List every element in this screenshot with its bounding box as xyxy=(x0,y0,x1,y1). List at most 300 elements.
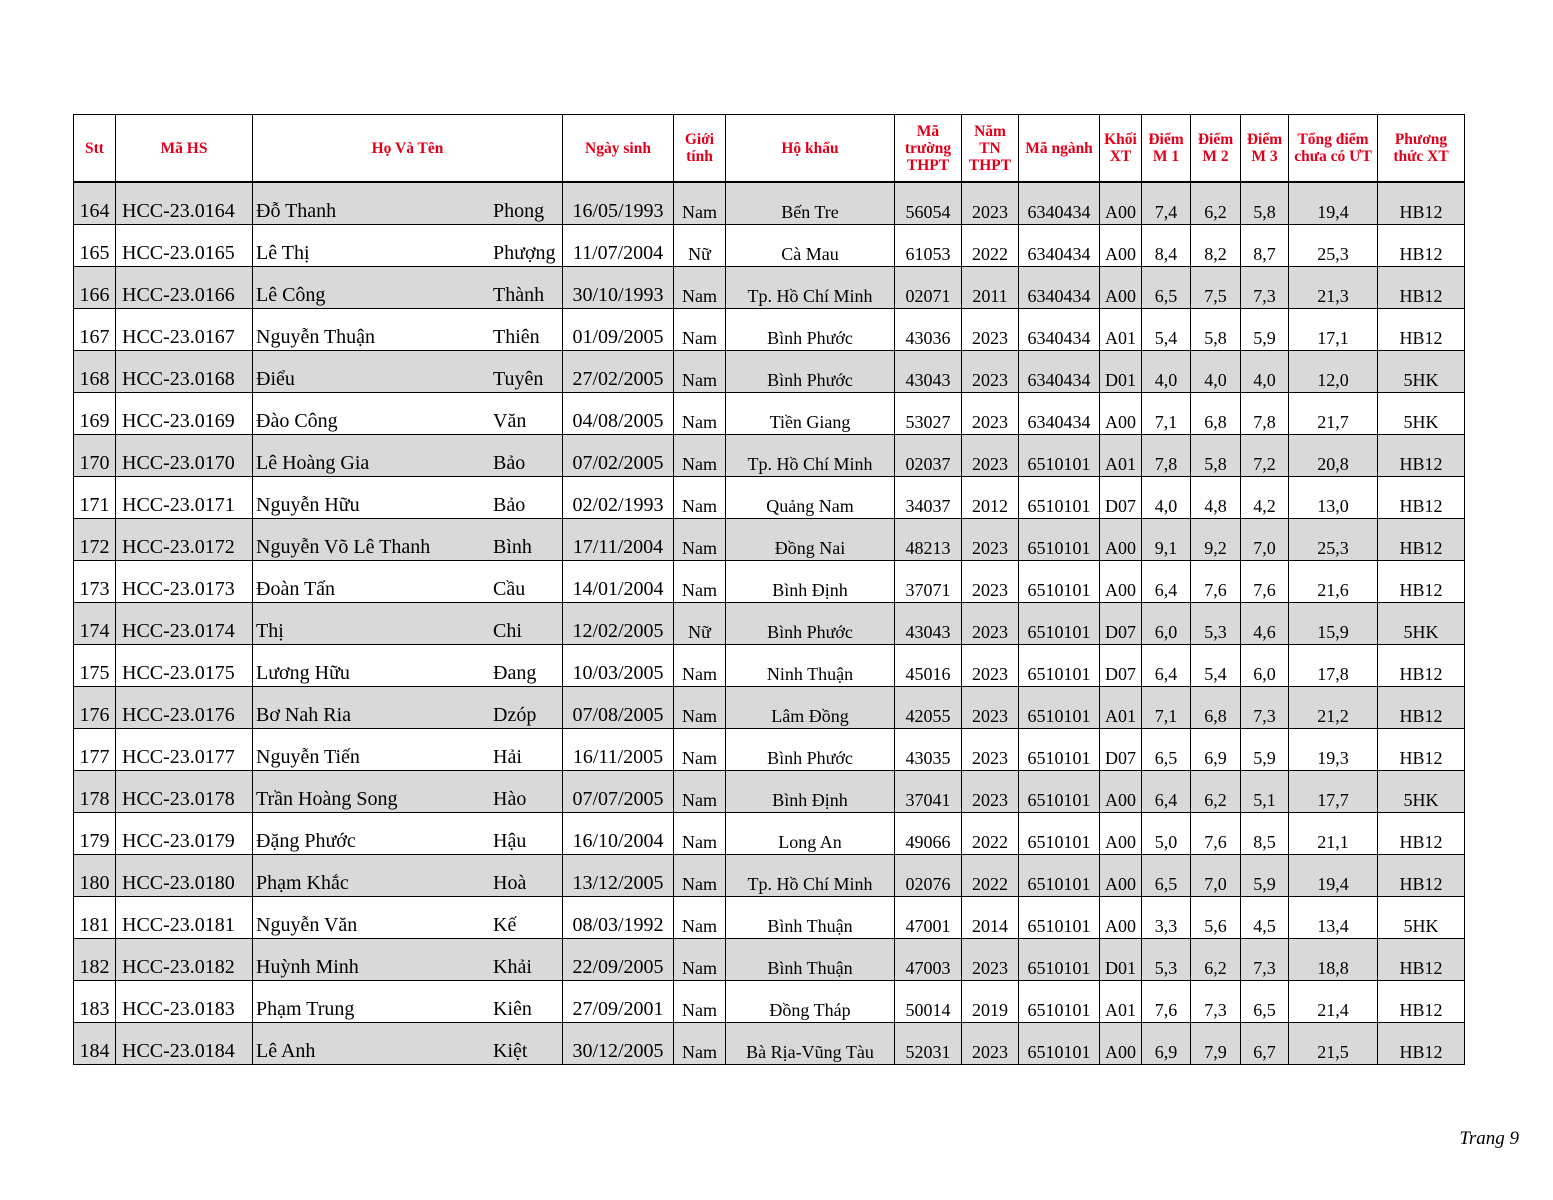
cell-m1: 6,5 xyxy=(1142,729,1191,771)
cell-ma: HCC-23.0179 xyxy=(116,813,253,855)
cell-gt: Nam xyxy=(674,561,726,603)
table-row xyxy=(74,435,1465,477)
cell-mt: 47001 xyxy=(895,897,962,939)
cell-m3: 7,6 xyxy=(1241,561,1289,603)
cell-ma: HCC-23.0166 xyxy=(116,267,253,309)
cell-pt: 5HK xyxy=(1378,897,1465,939)
cell-m2: 6,2 xyxy=(1191,182,1241,225)
cell-hk: Đồng Nai xyxy=(726,519,895,561)
table-row xyxy=(74,981,1465,1023)
cell-ho-ten xyxy=(253,225,563,267)
column-header: Năm TN THPT xyxy=(962,115,1019,183)
cell-tong: 25,3 xyxy=(1289,225,1378,267)
cell-mt: 53027 xyxy=(895,393,962,435)
cell-hk: Bình Thuận xyxy=(726,939,895,981)
cell-m2: 6,8 xyxy=(1191,393,1241,435)
cell-nganh: 6340434 xyxy=(1019,351,1100,393)
table-row xyxy=(74,855,1465,897)
cell-khoi: A00 xyxy=(1100,813,1142,855)
cell-stt: 182 xyxy=(74,939,116,981)
cell-nam: 2023 xyxy=(962,393,1019,435)
cell-nganh: 6510101 xyxy=(1019,435,1100,477)
cell-pt: HB12 xyxy=(1378,309,1465,351)
cell-stt: 175 xyxy=(74,645,116,687)
cell-m1: 8,4 xyxy=(1142,225,1191,267)
cell-tong: 18,8 xyxy=(1289,939,1378,981)
cell-mt: 49066 xyxy=(895,813,962,855)
cell-ho: Đỗ Thanh xyxy=(256,200,337,222)
table-row xyxy=(74,687,1465,729)
cell-ho-ten xyxy=(253,519,563,561)
cell-nganh: 6340434 xyxy=(1019,393,1100,435)
cell-ns: 11/07/2004 xyxy=(563,225,674,267)
cell-ten: Chi xyxy=(493,620,522,642)
cell-mt: 43035 xyxy=(895,729,962,771)
cell-pt: HB12 xyxy=(1378,182,1465,225)
cell-nganh: 6340434 xyxy=(1019,182,1100,225)
cell-ho-ten xyxy=(253,897,563,939)
cell-ten: Hậu xyxy=(493,830,527,852)
cell-ten: Kiên xyxy=(493,998,532,1020)
cell-ho: Huỳnh Minh xyxy=(256,956,359,978)
cell-gt: Nam xyxy=(674,939,726,981)
cell-mt: 56054 xyxy=(895,182,962,225)
cell-mt: 47003 xyxy=(895,939,962,981)
column-header: Họ Và Tên xyxy=(253,115,563,183)
cell-nam: 2022 xyxy=(962,813,1019,855)
cell-hk: Cà Mau xyxy=(726,225,895,267)
cell-nganh: 6510101 xyxy=(1019,1023,1100,1065)
cell-m1: 7,4 xyxy=(1142,182,1191,225)
cell-ma: HCC-23.0174 xyxy=(116,603,253,645)
cell-m3: 7,0 xyxy=(1241,519,1289,561)
cell-m1: 6,4 xyxy=(1142,771,1191,813)
cell-ma: HCC-23.0177 xyxy=(116,729,253,771)
cell-pt: HB12 xyxy=(1378,687,1465,729)
table-row xyxy=(74,309,1465,351)
cell-ten: Kế xyxy=(493,914,517,936)
cell-stt: 174 xyxy=(74,603,116,645)
cell-ten: Đang xyxy=(493,662,537,684)
cell-tong: 21,4 xyxy=(1289,981,1378,1023)
cell-khoi: D01 xyxy=(1100,351,1142,393)
table-row xyxy=(74,561,1465,603)
cell-khoi: A00 xyxy=(1100,393,1142,435)
cell-m1: 6,4 xyxy=(1142,645,1191,687)
column-header: Giới tính xyxy=(674,115,726,183)
cell-nganh: 6510101 xyxy=(1019,477,1100,519)
cell-gt: Nam xyxy=(674,645,726,687)
cell-ns: 07/02/2005 xyxy=(563,435,674,477)
cell-khoi: D07 xyxy=(1100,477,1142,519)
cell-ns: 27/09/2001 xyxy=(563,981,674,1023)
cell-ho: Đào Công xyxy=(256,410,338,432)
cell-khoi: D01 xyxy=(1100,939,1142,981)
cell-m2: 5,4 xyxy=(1191,645,1241,687)
cell-tong: 21,3 xyxy=(1289,267,1378,309)
cell-ho-ten xyxy=(253,813,563,855)
cell-ns: 17/11/2004 xyxy=(563,519,674,561)
cell-nam: 2023 xyxy=(962,603,1019,645)
column-header: Phương thức XT xyxy=(1378,115,1465,183)
cell-gt: Nam xyxy=(674,351,726,393)
cell-ten: Bảo xyxy=(493,452,526,474)
cell-ma: HCC-23.0171 xyxy=(116,477,253,519)
cell-gt: Nam xyxy=(674,309,726,351)
cell-tong: 13,0 xyxy=(1289,477,1378,519)
cell-m3: 7,2 xyxy=(1241,435,1289,477)
cell-m3: 5,9 xyxy=(1241,729,1289,771)
cell-ten: Hào xyxy=(493,788,527,810)
cell-tong: 19,3 xyxy=(1289,729,1378,771)
cell-gt: Nam xyxy=(674,813,726,855)
cell-hk: Tiền Giang xyxy=(726,393,895,435)
cell-ho-ten xyxy=(253,981,563,1023)
cell-ma: HCC-23.0169 xyxy=(116,393,253,435)
cell-m2: 8,2 xyxy=(1191,225,1241,267)
cell-gt: Nam xyxy=(674,477,726,519)
cell-m2: 7,3 xyxy=(1191,981,1241,1023)
cell-stt: 184 xyxy=(74,1023,116,1065)
cell-ten: Thành xyxy=(493,284,545,306)
cell-ho: Lê Anh xyxy=(256,1040,316,1062)
cell-nam: 2022 xyxy=(962,225,1019,267)
cell-ho: Điểu xyxy=(256,368,295,390)
cell-ma: HCC-23.0173 xyxy=(116,561,253,603)
cell-mt: 52031 xyxy=(895,1023,962,1065)
table-row xyxy=(74,939,1465,981)
cell-stt: 173 xyxy=(74,561,116,603)
cell-stt: 168 xyxy=(74,351,116,393)
cell-pt: HB12 xyxy=(1378,939,1465,981)
cell-khoi: A01 xyxy=(1100,435,1142,477)
cell-gt: Nam xyxy=(674,267,726,309)
cell-m1: 6,4 xyxy=(1142,561,1191,603)
cell-m1: 4,0 xyxy=(1142,351,1191,393)
cell-m3: 7,3 xyxy=(1241,687,1289,729)
cell-khoi: D07 xyxy=(1100,645,1142,687)
cell-nganh: 6510101 xyxy=(1019,519,1100,561)
cell-mt: 02037 xyxy=(895,435,962,477)
cell-khoi: A00 xyxy=(1100,561,1142,603)
cell-pt: 5HK xyxy=(1378,351,1465,393)
cell-m2: 7,5 xyxy=(1191,267,1241,309)
cell-gt: Nam xyxy=(674,393,726,435)
cell-nam: 2023 xyxy=(962,561,1019,603)
cell-ns: 14/01/2004 xyxy=(563,561,674,603)
cell-pt: 5HK xyxy=(1378,393,1465,435)
column-header: Điểm M 2 xyxy=(1191,115,1241,183)
cell-ma: HCC-23.0167 xyxy=(116,309,253,351)
cell-m1: 6,0 xyxy=(1142,603,1191,645)
cell-ho-ten xyxy=(253,771,563,813)
cell-ma: HCC-23.0172 xyxy=(116,519,253,561)
cell-m2: 5,6 xyxy=(1191,897,1241,939)
cell-ma: HCC-23.0184 xyxy=(116,1023,253,1065)
cell-hk: Bình Phước xyxy=(726,309,895,351)
cell-khoi: A00 xyxy=(1100,519,1142,561)
cell-nganh: 6510101 xyxy=(1019,939,1100,981)
cell-tong: 12,0 xyxy=(1289,351,1378,393)
table-header xyxy=(74,115,1465,183)
cell-stt: 170 xyxy=(74,435,116,477)
cell-ho-ten xyxy=(253,687,563,729)
cell-ho-ten xyxy=(253,561,563,603)
cell-pt: 5HK xyxy=(1378,603,1465,645)
table-row xyxy=(74,393,1465,435)
cell-tong: 13,4 xyxy=(1289,897,1378,939)
cell-pt: HB12 xyxy=(1378,225,1465,267)
cell-ho-ten xyxy=(253,182,563,225)
column-header: Ngày sinh xyxy=(563,115,674,183)
cell-pt: HB12 xyxy=(1378,477,1465,519)
cell-ns: 13/12/2005 xyxy=(563,855,674,897)
cell-gt: Nam xyxy=(674,897,726,939)
cell-m3: 5,1 xyxy=(1241,771,1289,813)
cell-m3: 6,7 xyxy=(1241,1023,1289,1065)
cell-ns: 16/11/2005 xyxy=(563,729,674,771)
cell-hk: Tp. Hồ Chí Minh xyxy=(726,855,895,897)
cell-pt: HB12 xyxy=(1378,855,1465,897)
cell-tong: 17,8 xyxy=(1289,645,1378,687)
cell-m2: 6,2 xyxy=(1191,771,1241,813)
column-header: Mã ngành xyxy=(1019,115,1100,183)
cell-hk: Tp. Hồ Chí Minh xyxy=(726,267,895,309)
cell-stt: 166 xyxy=(74,267,116,309)
cell-ten: Thiên xyxy=(493,326,540,348)
header-row xyxy=(74,115,1465,183)
cell-ns: 22/09/2005 xyxy=(563,939,674,981)
cell-ho-ten xyxy=(253,603,563,645)
cell-m1: 6,5 xyxy=(1142,267,1191,309)
cell-stt: 181 xyxy=(74,897,116,939)
cell-ho: Nguyễn Võ Lê Thanh xyxy=(256,536,431,558)
cell-nam: 2022 xyxy=(962,855,1019,897)
table-row xyxy=(74,729,1465,771)
cell-m3: 4,0 xyxy=(1241,351,1289,393)
cell-m1: 7,1 xyxy=(1142,393,1191,435)
cell-nganh: 6510101 xyxy=(1019,645,1100,687)
cell-tong: 17,7 xyxy=(1289,771,1378,813)
cell-nganh: 6510101 xyxy=(1019,771,1100,813)
cell-mt: 02071 xyxy=(895,267,962,309)
cell-ho: Đặng Phước xyxy=(256,830,356,852)
cell-stt: 176 xyxy=(74,687,116,729)
cell-khoi: A00 xyxy=(1100,897,1142,939)
cell-m3: 7,3 xyxy=(1241,267,1289,309)
cell-mt: 42055 xyxy=(895,687,962,729)
cell-ten: Bảo xyxy=(493,494,526,516)
cell-stt: 169 xyxy=(74,393,116,435)
cell-mt: 43043 xyxy=(895,603,962,645)
cell-pt: HB12 xyxy=(1378,519,1465,561)
cell-mt: 37041 xyxy=(895,771,962,813)
table-row xyxy=(74,603,1465,645)
cell-pt: HB12 xyxy=(1378,267,1465,309)
cell-m2: 6,9 xyxy=(1191,729,1241,771)
cell-ten: Khải xyxy=(493,956,532,978)
cell-nam: 2011 xyxy=(962,267,1019,309)
cell-khoi: A00 xyxy=(1100,771,1142,813)
cell-nam: 2023 xyxy=(962,645,1019,687)
cell-pt: HB12 xyxy=(1378,1023,1465,1065)
cell-m2: 5,8 xyxy=(1191,309,1241,351)
cell-m3: 8,5 xyxy=(1241,813,1289,855)
cell-gt: Nam xyxy=(674,771,726,813)
cell-ten: Kiệt xyxy=(493,1040,528,1062)
cell-m3: 6,0 xyxy=(1241,645,1289,687)
cell-gt: Nam xyxy=(674,729,726,771)
cell-ho-ten xyxy=(253,1023,563,1065)
cell-nganh: 6510101 xyxy=(1019,729,1100,771)
cell-mt: 50014 xyxy=(895,981,962,1023)
cell-ho-ten xyxy=(253,309,563,351)
table-body xyxy=(74,182,1465,1065)
cell-ten: Hải xyxy=(493,746,522,768)
cell-ho-ten xyxy=(253,435,563,477)
cell-stt: 183 xyxy=(74,981,116,1023)
cell-ns: 30/12/2005 xyxy=(563,1023,674,1065)
cell-ho: Trần Hoàng Song xyxy=(256,788,398,810)
cell-m2: 5,8 xyxy=(1191,435,1241,477)
cell-gt: Nữ xyxy=(674,603,726,645)
cell-m1: 3,3 xyxy=(1142,897,1191,939)
cell-m2: 4,8 xyxy=(1191,477,1241,519)
cell-stt: 167 xyxy=(74,309,116,351)
cell-mt: 61053 xyxy=(895,225,962,267)
cell-ma: HCC-23.0182 xyxy=(116,939,253,981)
cell-ho: Nguyễn Thuận xyxy=(256,326,376,348)
cell-m1: 5,0 xyxy=(1142,813,1191,855)
cell-ho-ten xyxy=(253,645,563,687)
cell-ho-ten xyxy=(253,351,563,393)
cell-nam: 2023 xyxy=(962,435,1019,477)
column-header: Điểm M 3 xyxy=(1241,115,1289,183)
cell-ns: 27/02/2005 xyxy=(563,351,674,393)
cell-stt: 177 xyxy=(74,729,116,771)
cell-stt: 179 xyxy=(74,813,116,855)
column-header: Hộ khẩu xyxy=(726,115,895,183)
cell-m2: 6,8 xyxy=(1191,687,1241,729)
cell-m2: 9,2 xyxy=(1191,519,1241,561)
cell-m3: 4,5 xyxy=(1241,897,1289,939)
cell-hk: Bình Phước xyxy=(726,603,895,645)
cell-nganh: 6510101 xyxy=(1019,855,1100,897)
cell-stt: 164 xyxy=(74,182,116,225)
cell-ma: HCC-23.0175 xyxy=(116,645,253,687)
table-row xyxy=(74,182,1465,225)
cell-hk: Đồng Tháp xyxy=(726,981,895,1023)
cell-ho-ten xyxy=(253,855,563,897)
cell-stt: 165 xyxy=(74,225,116,267)
cell-tong: 19,4 xyxy=(1289,182,1378,225)
cell-khoi: D07 xyxy=(1100,729,1142,771)
cell-ma: HCC-23.0178 xyxy=(116,771,253,813)
cell-tong: 15,9 xyxy=(1289,603,1378,645)
table-row xyxy=(74,771,1465,813)
cell-mt: 48213 xyxy=(895,519,962,561)
cell-tong: 17,1 xyxy=(1289,309,1378,351)
cell-tong: 25,3 xyxy=(1289,519,1378,561)
cell-m1: 5,3 xyxy=(1142,939,1191,981)
cell-nganh: 6510101 xyxy=(1019,813,1100,855)
cell-nam: 2023 xyxy=(962,687,1019,729)
cell-m3: 7,3 xyxy=(1241,939,1289,981)
cell-khoi: A01 xyxy=(1100,981,1142,1023)
cell-ho-ten xyxy=(253,393,563,435)
cell-gt: Nam xyxy=(674,182,726,225)
cell-ns: 30/10/1993 xyxy=(563,267,674,309)
table-row xyxy=(74,813,1465,855)
cell-ho-ten xyxy=(253,267,563,309)
cell-m1: 7,6 xyxy=(1142,981,1191,1023)
cell-ns: 16/05/1993 xyxy=(563,182,674,225)
cell-ten: Hoà xyxy=(493,872,527,894)
cell-khoi: A01 xyxy=(1100,309,1142,351)
cell-nam: 2012 xyxy=(962,477,1019,519)
cell-m1: 9,1 xyxy=(1142,519,1191,561)
cell-hk: Quảng Nam xyxy=(726,477,895,519)
cell-m2: 6,2 xyxy=(1191,939,1241,981)
cell-hk: Bình Phước xyxy=(726,351,895,393)
cell-nam: 2023 xyxy=(962,351,1019,393)
cell-ho: Nguyễn Hữu xyxy=(256,494,360,516)
cell-khoi: A01 xyxy=(1100,687,1142,729)
cell-m1: 6,5 xyxy=(1142,855,1191,897)
cell-ma: HCC-23.0180 xyxy=(116,855,253,897)
cell-hk: Bình Định xyxy=(726,771,895,813)
cell-ma: HCC-23.0181 xyxy=(116,897,253,939)
cell-nam: 2023 xyxy=(962,309,1019,351)
cell-ns: 16/10/2004 xyxy=(563,813,674,855)
column-header: Khối XT xyxy=(1100,115,1142,183)
cell-ho: Nguyễn Tiến xyxy=(256,746,360,768)
cell-nam: 2023 xyxy=(962,729,1019,771)
cell-gt: Nam xyxy=(674,1023,726,1065)
cell-gt: Nam xyxy=(674,519,726,561)
cell-hk: Bình Thuận xyxy=(726,897,895,939)
cell-ten: Cầu xyxy=(493,578,526,600)
cell-pt: HB12 xyxy=(1378,435,1465,477)
cell-m3: 5,9 xyxy=(1241,309,1289,351)
cell-tong: 20,8 xyxy=(1289,435,1378,477)
cell-hk: Ninh Thuận xyxy=(726,645,895,687)
cell-ho-ten xyxy=(253,477,563,519)
cell-mt: 02076 xyxy=(895,855,962,897)
table-row xyxy=(74,645,1465,687)
cell-m2: 7,9 xyxy=(1191,1023,1241,1065)
cell-ma: HCC-23.0168 xyxy=(116,351,253,393)
cell-ho: Phạm Khắc xyxy=(256,872,349,894)
cell-m1: 7,8 xyxy=(1142,435,1191,477)
cell-m3: 7,8 xyxy=(1241,393,1289,435)
cell-ns: 07/07/2005 xyxy=(563,771,674,813)
cell-ho: Lê Thị xyxy=(256,242,310,264)
cell-pt: HB12 xyxy=(1378,813,1465,855)
column-header: Tổng điểm chưa có ƯT xyxy=(1289,115,1378,183)
cell-ma: HCC-23.0176 xyxy=(116,687,253,729)
cell-pt: HB12 xyxy=(1378,729,1465,771)
cell-ten: Dzóp xyxy=(493,704,537,726)
cell-nganh: 6340434 xyxy=(1019,267,1100,309)
cell-ns: 01/09/2005 xyxy=(563,309,674,351)
cell-m2: 7,6 xyxy=(1191,813,1241,855)
cell-m1: 5,4 xyxy=(1142,309,1191,351)
table-row xyxy=(74,351,1465,393)
cell-hk: Bình Định xyxy=(726,561,895,603)
cell-m3: 5,8 xyxy=(1241,182,1289,225)
cell-m3: 6,5 xyxy=(1241,981,1289,1023)
